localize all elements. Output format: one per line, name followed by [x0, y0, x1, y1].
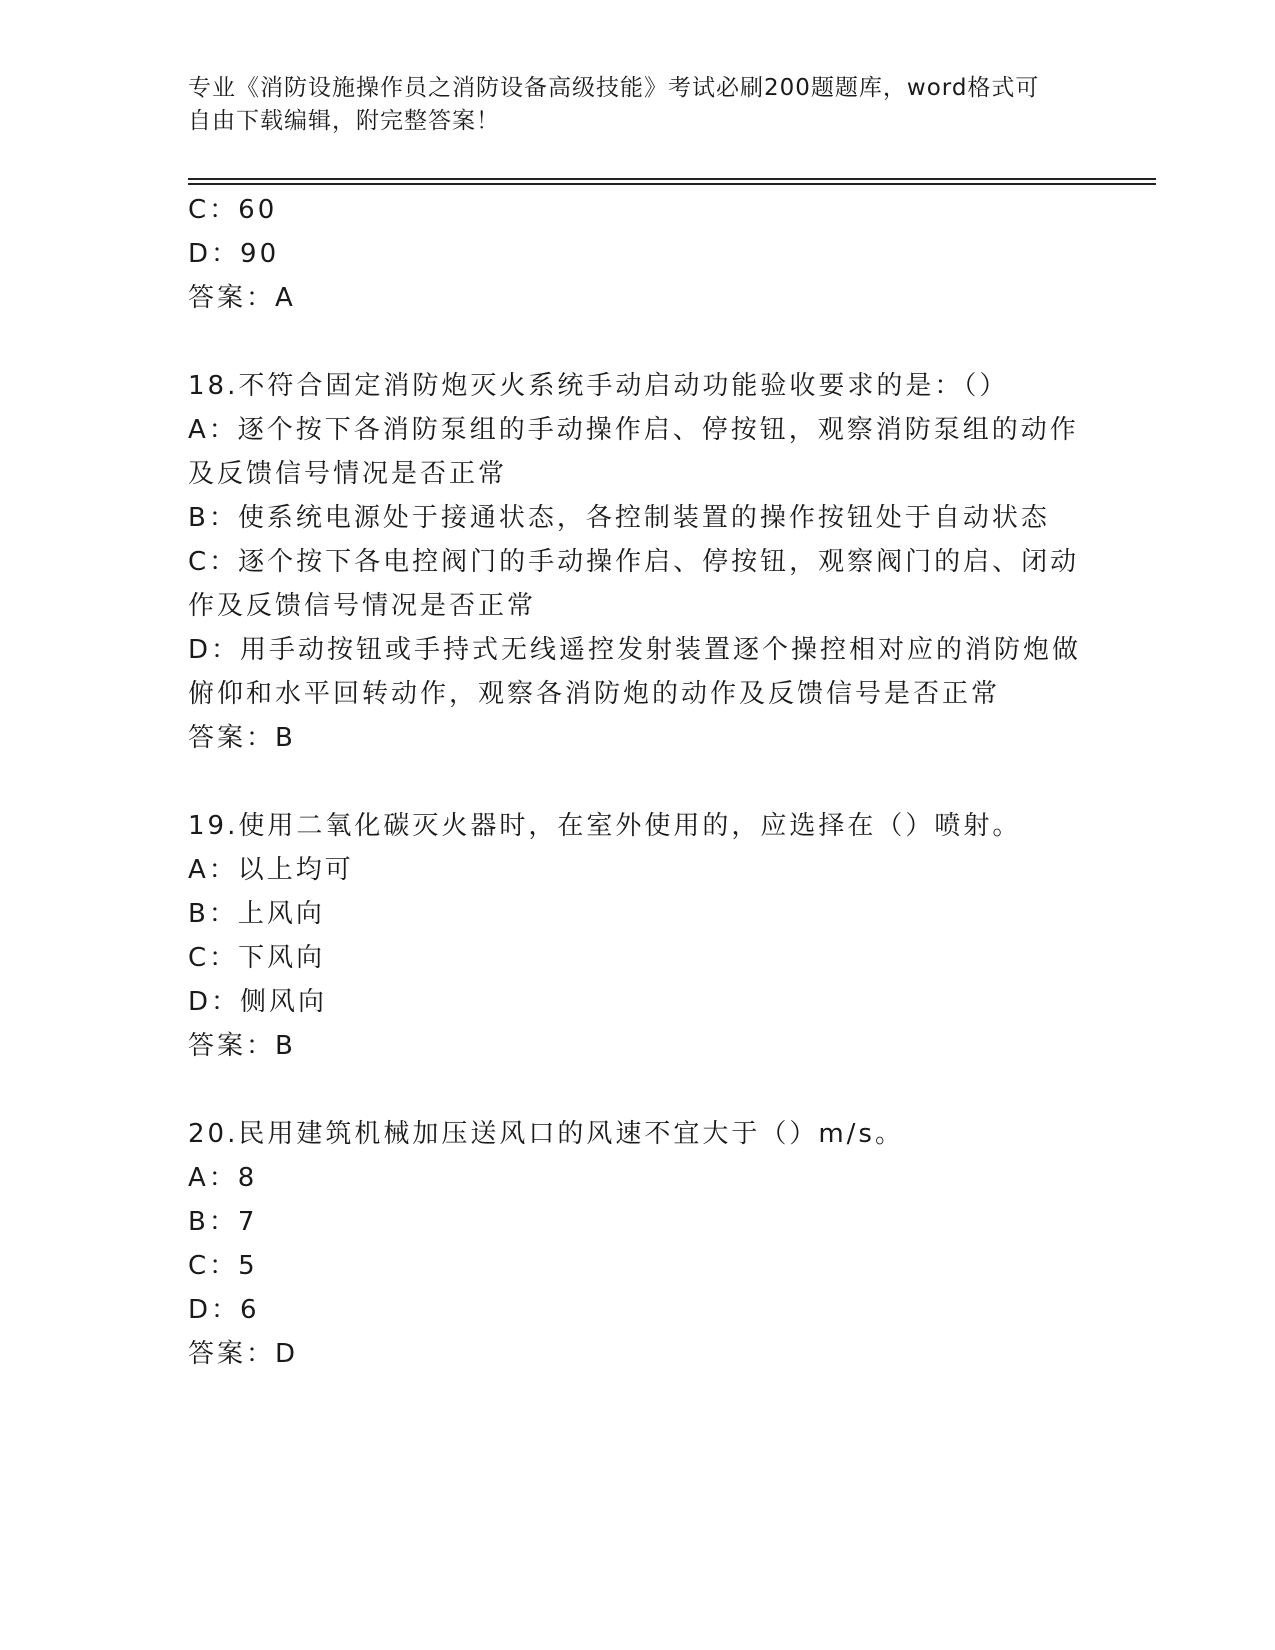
q19-option-d: D：侧风向	[188, 987, 328, 1017]
q18-answer: 答案：B	[188, 723, 296, 753]
q18-question: 18.不符合固定消防炮灭火系统手动启动功能验收要求的是：（）	[188, 371, 1009, 401]
page-header	[188, 72, 1068, 138]
header-divider-top	[188, 178, 1156, 180]
header-divider-bottom	[188, 183, 1156, 185]
q20-option-b: B：7	[188, 1207, 258, 1237]
q18-option-d-line1: D：用手动按钮或手持式无线遥控发射装置逐个操控相对应的消防炮做	[188, 635, 1082, 665]
q18-option-b: B：使系统电源处于接通状态，各控制装置的操作按钮处于自动状态	[188, 503, 1050, 533]
q17-option-c: C：60	[188, 195, 278, 225]
q20-option-d: D：6	[188, 1295, 260, 1325]
q18-option-d-line2: 俯仰和水平回转动作，观察各消防炮的动作及反馈信号是否正常	[188, 679, 1001, 709]
header-line-2: 自由下载编辑，附完整答案！	[188, 108, 500, 134]
q19-option-b: B：上风向	[188, 899, 325, 929]
q18-option-a-line1: A：逐个按下各消防泵组的手动操作启、停按钮，观察消防泵组的动作	[188, 415, 1079, 445]
q19-answer: 答案：B	[188, 1031, 296, 1061]
q19-option-c: C：下风向	[188, 943, 326, 973]
q19-option-a: A：以上均可	[188, 855, 354, 885]
q20-answer: 答案：D	[188, 1339, 299, 1369]
q17-option-d: D：90	[188, 239, 280, 269]
q20-option-a: A：8	[188, 1163, 258, 1193]
q20-question: 20.民用建筑机械加压送风口的风速不宜大于（）m/s。	[188, 1119, 904, 1149]
q18-option-c-line1: C：逐个按下各电控阀门的手动操作启、停按钮，观察阀门的启、闭动	[188, 547, 1080, 577]
q19-question: 19.使用二氧化碳灭火器时，在室外使用的，应选择在（）喷射。	[188, 811, 1022, 841]
header-line-1: 专业《消防设施操作员之消防设备高级技能》考试必刷200题题库，word格式可	[188, 75, 1040, 101]
q20-option-c: C：5	[188, 1251, 258, 1281]
q17-answer: 答案：A	[188, 283, 296, 313]
q18-option-c-line2: 作及反馈信号情况是否正常	[188, 591, 537, 621]
q18-option-a-line2: 及反馈信号情况是否正常	[188, 459, 508, 489]
